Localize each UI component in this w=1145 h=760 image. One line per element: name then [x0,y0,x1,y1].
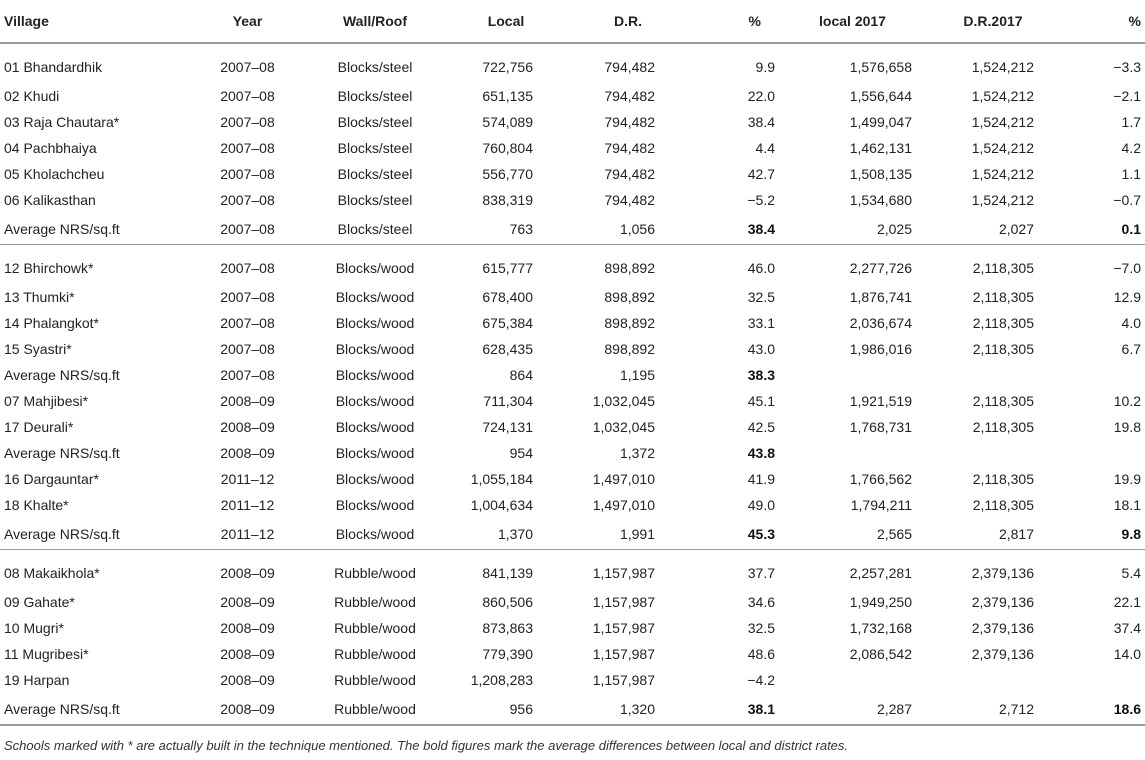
average-row [0,213,1145,245]
cell-wall-roof: Blocks/steel [337,140,413,156]
cell-wall-roof: Blocks/wood [335,393,415,409]
cell-dr: 1,157,987 [592,594,655,610]
cell-village: 06 Kalikasthan [4,192,96,208]
cell-pct-2017: 10.2 [1113,393,1141,409]
cell-pct: 32.5 [747,289,775,305]
cell-pct: 45.3 [689,518,781,550]
cell-pct-2017: 9.8 [1062,518,1145,550]
cell-pct-2017 [1062,667,1145,693]
cell-local-2017: 1,794,211 [850,497,912,513]
table-row [0,43,1145,83]
cell-dr-2017: 2,379,136 [971,594,1034,610]
cell-year: 2008–09 [220,393,275,409]
table-row [0,284,1145,310]
cell-village: 14 Phalangkot* [4,315,99,331]
cell-wall-roof: Blocks/wood [335,341,415,357]
cell-local: 760,804 [482,140,533,156]
cell-pct-2017: −3.3 [1113,58,1141,75]
cell-year: 2011–12 [220,471,275,487]
table-row [0,109,1145,135]
cell-dr: 1,497,010 [592,471,655,487]
cell-local-2017: 1,921,519 [849,393,912,409]
cell-wall-roof: Blocks/wood [335,367,415,383]
cell-dr: 1,991 [567,518,689,550]
cell-village: Average NRS/sq.ft [0,693,190,725]
cell-dr-2017: 2,379,136 [971,564,1034,581]
cell-dr: 1,157,987 [592,620,655,636]
header-local: Local [445,0,567,43]
cell-year: 2008–09 [220,620,275,636]
cell-pct-2017 [1062,362,1145,388]
average-row [0,440,1145,466]
cell-local: 556,770 [482,166,533,182]
cell-wall-roof: Blocks/wood [335,445,415,461]
cell-local-2017: 1,876,741 [849,289,912,305]
cell-dr-2017: 2,027 [924,213,1062,245]
cell-village: 13 Thumki* [4,289,75,305]
cell-dr-2017: 2,118,305 [972,497,1034,513]
cell-pct: 48.6 [747,646,775,662]
cell-local: 651,135 [482,88,533,104]
cell-wall-roof: Blocks/steel [305,213,445,245]
cell-wall-roof: Rubble/wood [334,564,416,581]
header-dr: D.R. [567,0,689,43]
cell-pct: 37.7 [747,564,775,581]
cell-dr: 898,892 [604,315,655,331]
cell-wall-roof: Rubble/wood [334,646,416,662]
cell-dr-2017: 1,524,212 [971,114,1034,130]
header-pct: % [689,0,781,43]
cell-local-2017: 2,565 [781,518,924,550]
cell-wall-roof: Blocks/steel [337,166,413,182]
cell-pct: 38.1 [689,693,781,725]
cell-year: 2007–08 [220,88,275,104]
table-row [0,641,1145,667]
cell-pct: −4.2 [747,672,775,688]
cell-wall-roof: Rubble/wood [334,620,416,636]
cell-local: 864 [509,367,533,383]
cell-village: Average NRS/sq.ft [4,367,120,383]
cell-local-2017: 1,462,131 [849,140,912,156]
cell-wall-roof: Blocks/steel [337,58,413,75]
cell-pct: 42.7 [747,166,775,182]
header-village: Village [0,0,190,43]
cell-local: 628,435 [482,341,533,357]
cell-dr: 898,892 [604,259,655,276]
cell-local: 711,304 [483,393,533,409]
cell-village: Average NRS/sq.ft [0,213,190,245]
table-body [0,43,1145,725]
cell-pct-2017: 0.1 [1062,213,1145,245]
cell-dr-2017: 2,118,305 [972,341,1034,357]
cell-year: 2008–09 [220,445,275,461]
cell-pct: 4.4 [755,140,775,156]
cell-local: 1,055,184 [470,471,533,487]
cell-dr: 1,157,987 [592,564,655,581]
cell-local: 574,089 [482,114,533,130]
cell-local-2017: 1,534,680 [849,192,912,208]
cell-wall-roof: Blocks/steel [337,114,413,130]
cell-wall-roof: Blocks/steel [337,88,413,104]
cell-pct-2017: 18.1 [1113,497,1141,513]
cell-pct: 49.0 [747,497,775,513]
cell-year: 2008–09 [220,646,275,662]
cell-year: 2011–12 [190,518,305,550]
table-row [0,310,1145,336]
cell-wall-roof: Blocks/steel [337,192,413,208]
header-pct-2017: % [1062,0,1145,43]
cell-dr: 794,482 [604,58,655,75]
table-row [0,135,1145,161]
cell-village: 09 Gahate* [4,594,75,610]
cell-village: 04 Pachbhaiya [4,140,97,156]
cell-local-2017: 1,732,168 [849,620,912,636]
cell-dr-2017: 2,118,305 [972,289,1034,305]
cell-local-2017: 1,766,562 [849,471,912,487]
cell-wall-roof: Blocks/wood [335,315,415,331]
table-row [0,667,1145,693]
cell-pct-2017: 22.1 [1113,594,1141,610]
cell-village: 10 Mugri* [4,620,64,636]
cell-dr-2017: 2,379,136 [971,646,1034,662]
cell-local: 763 [445,213,567,245]
cell-pct: −5.2 [747,192,775,208]
cell-village: 19 Harpan [4,672,70,688]
cell-local: 615,777 [482,259,533,276]
cell-pct-2017: 1.1 [1121,166,1141,182]
cell-dr: 794,482 [604,192,655,208]
cell-village: Average NRS/sq.ft [0,518,190,550]
cell-wall-roof: Blocks/wood [335,289,415,305]
cell-year: 2007–08 [220,140,275,156]
header-dr-2017: D.R.2017 [924,0,1062,43]
cell-year: 2011–12 [220,497,275,513]
table-row [0,245,1145,285]
cell-local: 1,370 [445,518,567,550]
cell-wall-roof: Rubble/wood [305,693,445,725]
cell-year: 2008–09 [220,419,275,435]
cell-local-2017: 1,556,644 [849,88,912,104]
cell-village: 01 Bhandardhik [4,58,103,75]
cell-dr-2017 [924,440,1062,466]
cell-village: 08 Makaikhola* [4,564,100,581]
cell-wall-roof: Blocks/wood [335,259,415,276]
header-wall-roof: Wall/Roof [305,0,445,43]
cell-local: 838,319 [482,192,533,208]
cell-pct: 34.6 [747,594,775,610]
cell-wall-roof: Blocks/wood [335,497,415,513]
cell-local-2017: 1,949,250 [849,594,912,610]
cell-wall-roof: Rubble/wood [334,594,416,610]
table-row [0,492,1145,518]
cell-local-2017: 2,086,542 [849,646,912,662]
cell-year: 2007–08 [220,341,275,357]
cell-local: 956 [445,693,567,725]
cell-dr-2017: 1,524,212 [971,192,1034,208]
cell-pct-2017: 6.7 [1121,341,1141,357]
cell-pct: 43.0 [747,341,775,357]
cell-pct-2017: 14.0 [1113,646,1141,662]
cell-local: 1,208,283 [470,672,533,688]
cell-pct: 9.9 [755,58,775,75]
cell-village: 16 Dargauntar* [4,471,99,487]
average-row [0,518,1145,550]
table-row [0,615,1145,641]
cell-local: 678,400 [482,289,533,305]
cell-pct: 33.1 [747,315,775,331]
cell-local: 675,384 [482,315,533,331]
cell-pct-2017 [1062,440,1145,466]
cell-pct: 38.4 [689,213,781,245]
cell-dr: 1,195 [619,367,655,383]
cell-local-2017: 2,257,281 [849,564,912,581]
cell-pct: 42.5 [747,419,775,435]
cell-dr: 1,056 [567,213,689,245]
cell-year: 2007–08 [220,114,275,130]
cell-wall-roof: Rubble/wood [334,672,416,688]
cell-year: 2007–08 [190,213,305,245]
cell-local-2017: 1,576,658 [849,58,912,75]
cell-wall-roof: Blocks/wood [335,419,415,435]
cell-pct: 38.3 [747,367,775,383]
table-row [0,466,1145,492]
cell-pct-2017: 19.9 [1113,471,1141,487]
cell-dr-2017: 2,118,305 [972,471,1034,487]
cell-dr: 794,482 [604,166,655,182]
cell-dr-2017 [924,667,1062,693]
cell-dr: 1,372 [619,445,655,461]
cell-year: 2008–09 [220,564,275,581]
cell-village: 12 Bhirchowk* [4,259,94,276]
cell-village: Average NRS/sq.ft [4,445,120,461]
cell-dr-2017: 2,118,305 [972,393,1034,409]
cell-dr: 1,032,045 [592,419,655,435]
cell-dr: 794,482 [604,88,655,104]
cell-dr: 1,320 [567,693,689,725]
cell-village: 17 Deurali* [4,419,74,435]
table-row [0,388,1145,414]
cell-village: 02 Khudi [4,88,60,104]
cell-dr-2017: 2,379,136 [971,620,1034,636]
cell-local: 779,390 [482,646,533,662]
cell-year: 2007–08 [220,192,275,208]
cell-dr: 898,892 [604,289,655,305]
cell-dr-2017: 1,524,212 [971,88,1034,104]
cell-local: 724,131 [482,419,533,435]
cell-pct: 41.9 [747,471,775,487]
cell-pct-2017: 19.8 [1113,419,1141,435]
cell-pct: 38.4 [747,114,775,130]
cell-dr-2017: 1,524,212 [971,58,1034,75]
cell-village: 18 Khalte* [4,497,69,513]
cell-pct-2017: −7.0 [1113,259,1141,276]
cell-pct-2017: 5.4 [1121,564,1141,581]
average-row [0,362,1145,388]
cell-local-2017: 1,768,731 [849,419,912,435]
table-row [0,550,1145,590]
table-row [0,187,1145,213]
cell-local-2017: 1,986,016 [849,341,912,357]
cell-local-2017: 2,287 [781,693,924,725]
table-row [0,336,1145,362]
cell-local-2017: 1,508,135 [849,166,912,182]
cell-local: 841,139 [482,564,533,581]
cell-dr-2017: 2,712 [924,693,1062,725]
cell-village: 03 Raja Chautara* [4,114,120,130]
table-row [0,414,1145,440]
cell-pct-2017: −2.1 [1113,88,1141,104]
cell-pct-2017: 18.6 [1062,693,1145,725]
cell-year: 2007–08 [220,166,275,182]
cell-pct-2017: 12.9 [1113,289,1141,305]
cell-pct-2017: −0.7 [1113,192,1141,208]
cell-dr-2017: 2,817 [924,518,1062,550]
cell-village: 11 Mugribesi* [4,646,89,662]
cell-local-2017: 2,025 [781,213,924,245]
average-row [0,693,1145,725]
cell-village: 07 Mahjibesi* [4,393,89,409]
cell-year: 2008–09 [220,594,275,610]
cell-local-2017 [781,667,924,693]
header-local-2017: local 2017 [781,0,924,43]
cell-year: 2007–08 [220,259,275,276]
cell-local: 954 [509,445,533,461]
cell-dr: 1,157,987 [592,672,655,688]
cell-dr: 1,497,010 [592,497,655,513]
cell-year: 2007–08 [220,58,275,75]
cell-local-2017: 2,036,674 [849,315,912,331]
cell-dr-2017: 2,118,305 [972,419,1034,435]
cell-dr-2017 [924,362,1062,388]
cell-dr: 1,157,987 [592,646,655,662]
cell-pct: 43.8 [747,445,775,461]
table-footnote: Schools marked with * are actually built in the technique mentioned. The bold figures mark the average differences between local and district rates. [4,738,849,753]
cell-dr-2017: 2,118,305 [972,259,1034,276]
cell-village: 15 Syastri* [4,341,72,357]
cell-pct-2017: 37.4 [1113,620,1141,636]
cell-year: 2008–09 [220,672,275,688]
cell-local: 722,756 [482,58,533,75]
cell-dr: 1,032,045 [592,393,655,409]
cell-dr: 898,892 [604,341,655,357]
cell-pct: 22.0 [747,88,775,104]
cell-dr-2017: 1,524,212 [971,140,1034,156]
cell-dr-2017: 1,524,212 [971,166,1034,182]
cell-pct: 32.5 [747,620,775,636]
cell-pct-2017: 1.7 [1121,114,1141,130]
table-row [0,161,1145,187]
cell-year: 2007–08 [220,367,275,383]
cell-local: 1,004,634 [470,497,533,513]
cell-local-2017: 2,277,726 [849,259,912,276]
cell-wall-roof: Blocks/wood [305,518,445,550]
cell-local-2017 [781,440,924,466]
cell-year: 2007–08 [220,315,275,331]
cell-pct-2017: 4.2 [1121,140,1141,156]
header-row [0,0,1145,43]
cell-pct: 45.1 [747,393,775,409]
cell-pct: 46.0 [747,259,775,276]
cell-year: 2008–09 [190,693,305,725]
cell-local-2017 [781,362,924,388]
cell-dr-2017: 2,118,305 [972,315,1034,331]
cell-dr: 794,482 [604,140,655,156]
table-row [0,83,1145,109]
cell-village: 05 Kholachcheu [4,166,105,182]
cell-pct-2017: 4.0 [1121,315,1141,331]
cell-local: 860,506 [482,594,533,610]
cell-dr: 794,482 [604,114,655,130]
cell-year: 2007–08 [220,289,275,305]
cell-wall-roof: Blocks/wood [335,471,415,487]
cell-local-2017: 1,499,047 [849,114,912,130]
header-year: Year [190,0,305,43]
cell-local: 873,863 [482,620,533,636]
table-row [0,589,1145,615]
